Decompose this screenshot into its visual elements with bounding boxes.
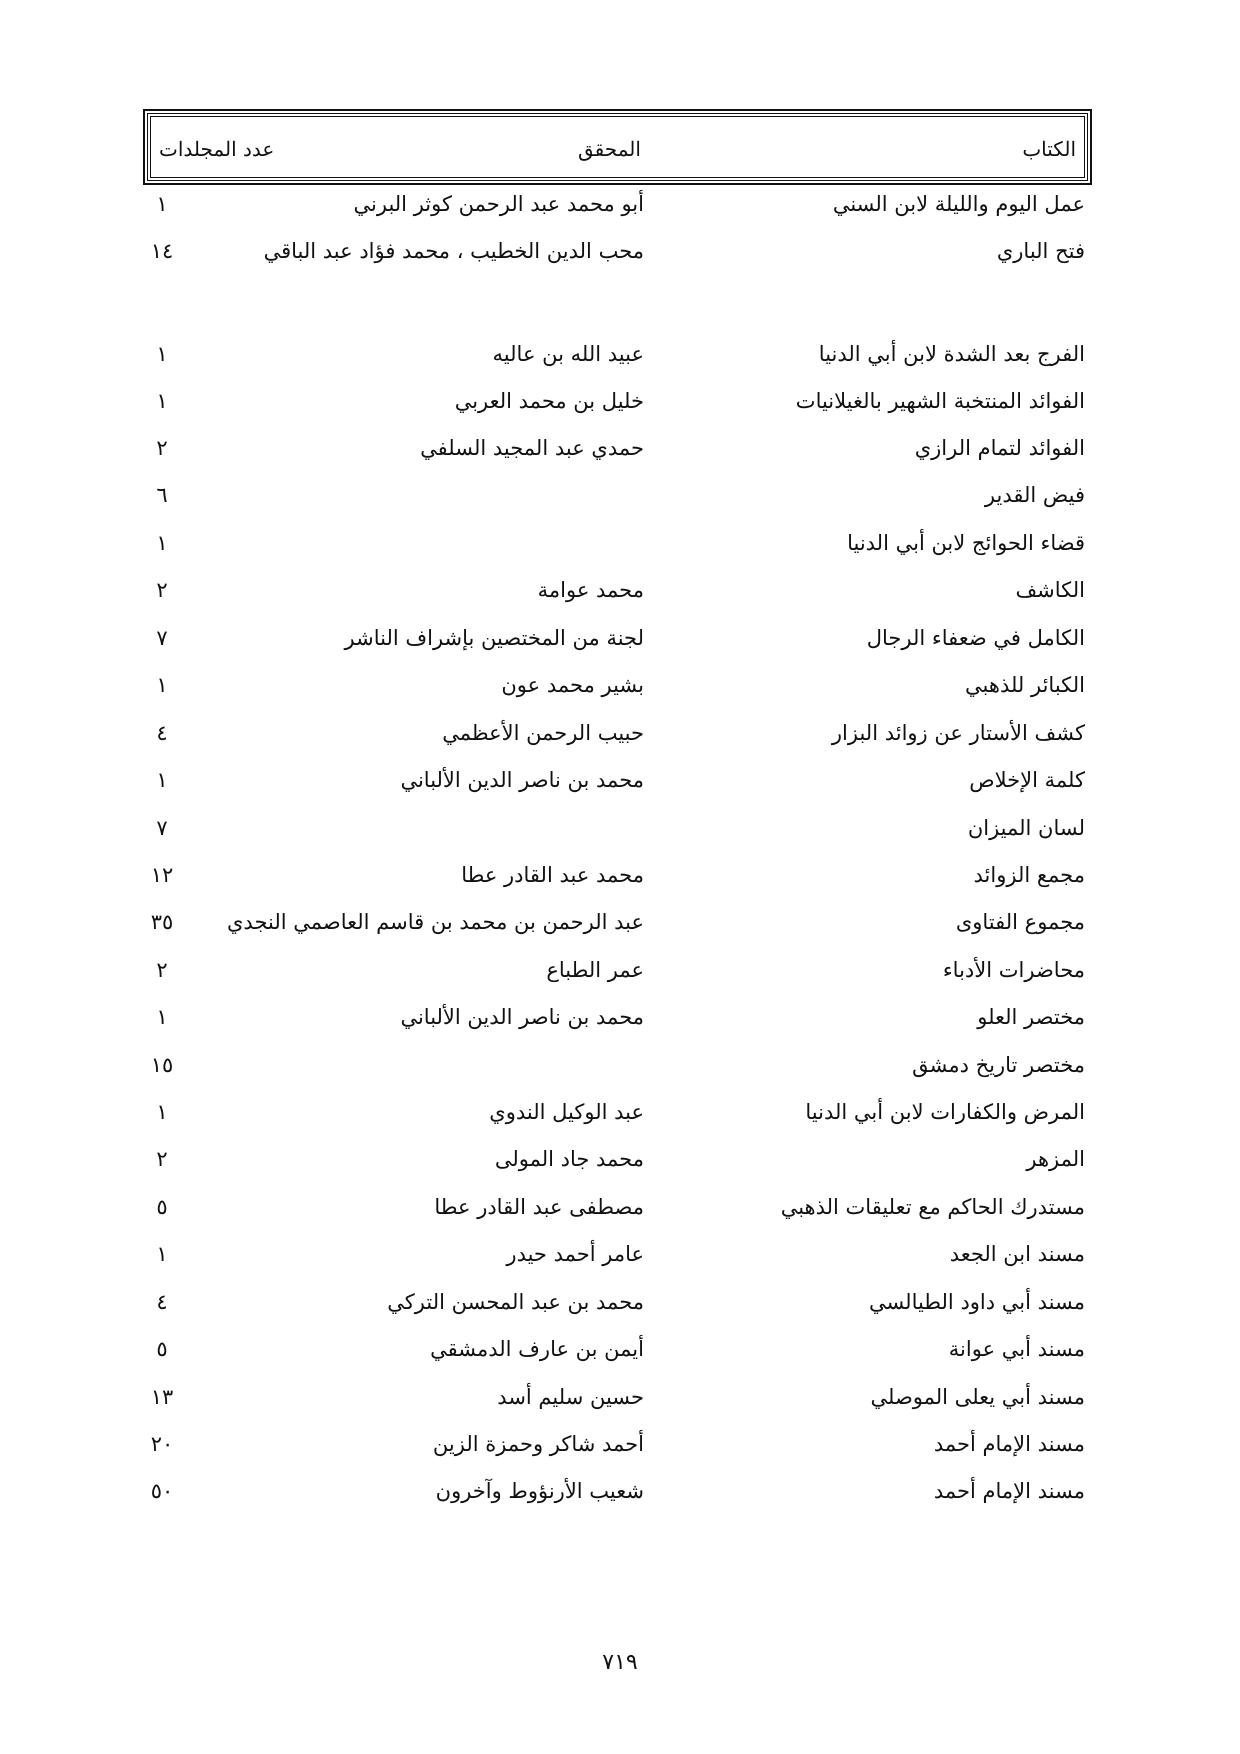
volume-count: ٥: [156, 1195, 168, 1219]
book-title: مختصر العلو: [977, 1005, 1085, 1029]
editor-name: خليل بن محمد العربي: [454, 389, 644, 413]
book-title: المزهر: [1026, 1147, 1085, 1171]
book-title: مسند أبي عوانة: [948, 1337, 1085, 1361]
editor-name: شعيب الأرنؤوط وآخرون: [435, 1479, 644, 1503]
editor-name: أبو محمد عبد الرحمن كوثر البرني: [353, 192, 644, 216]
book-title: مختصر تاريخ دمشق: [912, 1053, 1085, 1077]
book-title: الفرج بعد الشدة لابن أبي الدنيا: [818, 342, 1085, 366]
volume-count: ١: [156, 531, 168, 555]
table-row: [0, 954, 1240, 998]
table-row: [0, 1475, 1240, 1519]
table-row: [0, 574, 1240, 618]
table-row: [0, 385, 1240, 429]
editor-name: لجنة من المختصين بإشراف الناشر: [344, 626, 644, 650]
table-row: [0, 1238, 1240, 1282]
volume-count: ٢: [156, 958, 168, 982]
book-title: الكاشف: [1015, 578, 1085, 602]
volume-count: ٥: [156, 1337, 168, 1361]
volume-count: ١: [156, 1242, 168, 1266]
volume-count: ٢: [156, 1147, 168, 1171]
header-book: الكتاب: [1022, 137, 1076, 161]
book-title: عمل اليوم والليلة لابن السني: [832, 192, 1085, 216]
header-volumes: عدد المجلدات: [159, 137, 275, 161]
book-title: مسند ابن الجعد: [949, 1242, 1085, 1266]
editor-name: حبيب الرحمن الأعظمي: [442, 721, 644, 745]
volume-count: ٢: [156, 578, 168, 602]
volume-count: ١: [156, 192, 168, 216]
book-title: كلمة الإخلاص: [969, 768, 1085, 792]
editor-name: أيمن بن عارف الدمشقي: [430, 1337, 644, 1361]
book-title: الكبائر للذهبي: [965, 673, 1085, 697]
book-title: محاضرات الأدباء: [942, 958, 1085, 982]
book-title: مجموع الفتاوى: [955, 910, 1085, 934]
table-row: [0, 338, 1240, 382]
table-row: [0, 1143, 1240, 1187]
table-row: [0, 669, 1240, 713]
volume-count: ١٥: [150, 1053, 174, 1077]
table-row: [0, 906, 1240, 950]
volume-count: ١: [156, 1100, 168, 1124]
table-row: [0, 764, 1240, 808]
editor-name: عمر الطباع: [546, 958, 644, 982]
book-title: مسند الإمام أحمد: [933, 1479, 1085, 1503]
volume-count: ١: [156, 1005, 168, 1029]
volume-count: ٣٥: [150, 910, 174, 934]
volume-count: ١٣: [150, 1385, 174, 1409]
book-title: مستدرك الحاكم مع تعليقات الذهبي: [780, 1195, 1085, 1219]
book-title: مسند أبي يعلى الموصلي: [870, 1385, 1085, 1409]
book-title: المرض والكفارات لابن أبي الدنيا: [805, 1100, 1085, 1124]
editor-name: محمد بن عبد المحسن التركي: [387, 1290, 644, 1314]
book-title: الفوائد لتمام الرازي: [914, 436, 1085, 460]
book-title: قضاء الحوائج لابن أبي الدنيا: [847, 531, 1085, 555]
page-number: ٧١٩: [602, 1650, 638, 1675]
table-row: [0, 1191, 1240, 1235]
volume-count: ٤: [156, 721, 168, 745]
editor-name: محمد جاد المولى: [494, 1147, 644, 1171]
table-row: [0, 188, 1240, 232]
table-row: [0, 1049, 1240, 1093]
book-title: مجمع الزوائد: [973, 863, 1085, 887]
volume-count: ٥٠: [150, 1479, 174, 1503]
table-row: [0, 479, 1240, 523]
editor-name: عبد الوكيل الندوي: [489, 1100, 644, 1124]
editor-name: مصطفى عبد القادر عطا: [434, 1195, 644, 1219]
table-row: [0, 717, 1240, 761]
volume-count: ٧: [156, 816, 168, 840]
table-row: [0, 1428, 1240, 1472]
editor-name: بشير محمد عون: [501, 673, 644, 697]
book-title: الكامل في ضعفاء الرجال: [866, 626, 1085, 650]
editor-name: عبيد الله بن عاليه: [492, 342, 644, 366]
editor-name: محمد عبد القادر عطا: [461, 863, 644, 887]
volume-count: ٧: [156, 626, 168, 650]
table-row: [0, 1096, 1240, 1140]
editor-name: حمدي عبد المجيد السلفي: [420, 436, 644, 460]
book-title: فيض القدير: [984, 483, 1085, 507]
volume-count: ٢٠: [150, 1432, 174, 1456]
table-row: [0, 812, 1240, 856]
editor-name: أحمد شاكر وحمزة الزين: [432, 1432, 644, 1456]
editor-name: عامر أحمد حيدر: [506, 1242, 644, 1266]
table-row: [0, 1001, 1240, 1045]
table-row: [0, 527, 1240, 571]
book-title: الفوائد المنتخبة الشهير بالغيلانيات: [795, 389, 1085, 413]
volume-count: ١٢: [150, 863, 174, 887]
table-row: [0, 235, 1240, 279]
volume-count: ٢: [156, 436, 168, 460]
table-row: [0, 432, 1240, 476]
volume-count: ٦: [156, 483, 168, 507]
volume-count: ١: [156, 342, 168, 366]
table-row: [0, 1286, 1240, 1330]
book-title: مسند أبي داود الطيالسي: [868, 1290, 1085, 1314]
volume-count: ١: [156, 673, 168, 697]
editor-name: محمد بن ناصر الدين الألباني: [400, 1005, 644, 1029]
book-title: فتح الباري: [996, 239, 1085, 263]
editor-name: محب الدين الخطيب ، محمد فؤاد عبد الباقي: [263, 239, 644, 263]
editor-name: محمد عوامة: [537, 578, 644, 602]
book-title: مسند الإمام أحمد: [933, 1432, 1085, 1456]
table-row: [0, 859, 1240, 903]
volume-count: ١: [156, 768, 168, 792]
book-title: كشف الأستار عن زوائد البزار: [831, 721, 1085, 745]
table-row: [0, 1381, 1240, 1425]
editor-name: محمد بن ناصر الدين الألباني: [400, 768, 644, 792]
volume-count: ٤: [156, 1290, 168, 1314]
volume-count: ١: [156, 389, 168, 413]
table-row: [0, 622, 1240, 666]
editor-name: عبد الرحمن بن محمد بن قاسم العاصمي النجدي: [226, 910, 644, 934]
book-title: لسان الميزان: [967, 816, 1085, 840]
volume-count: ١٤: [150, 239, 174, 263]
header-editor: المحقق: [578, 137, 641, 161]
table-row: [0, 1333, 1240, 1377]
editor-name: حسين سليم أسد: [497, 1385, 644, 1409]
